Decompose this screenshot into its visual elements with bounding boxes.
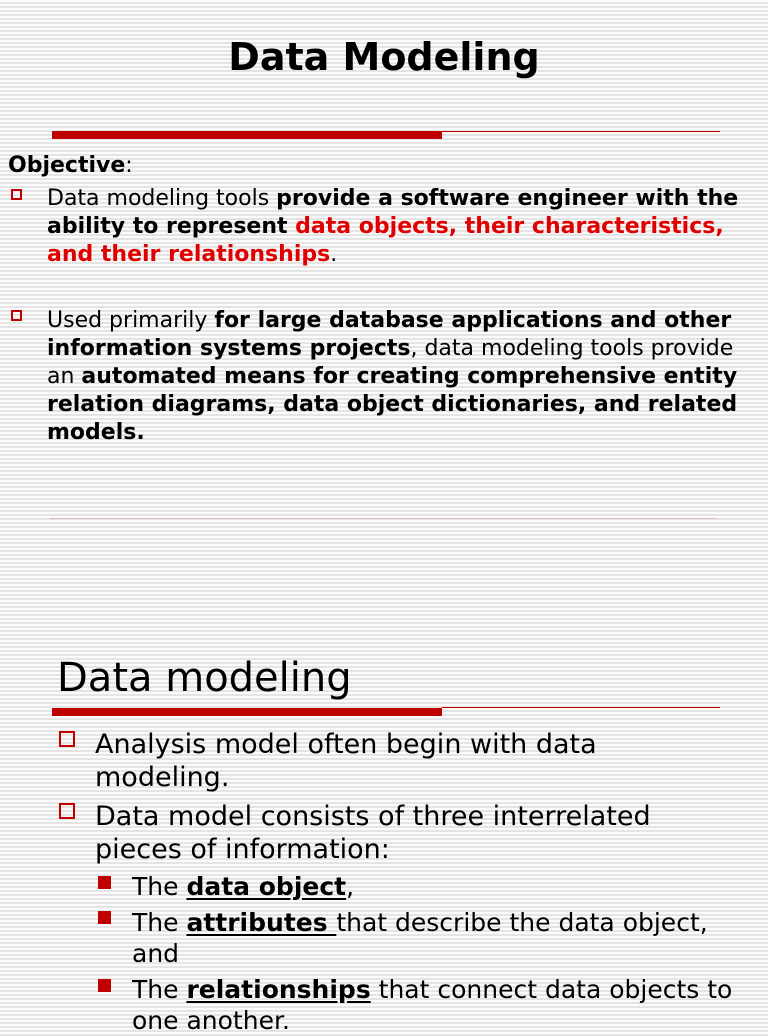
sub-bullet-text: that describe the data object, and [132, 908, 708, 968]
objective-colon: : [125, 153, 133, 178]
slide-divider [50, 518, 717, 519]
sub-bullet-item [132, 974, 742, 1036]
bullet-bold-text: for large database applications and other information systems projects [47, 308, 732, 361]
hollow-square-bullet-icon [59, 803, 75, 819]
bullet-text: , data modeling tools provide an [47, 336, 734, 389]
title-underline-rule [442, 131, 720, 132]
sub-bullet-text: The [132, 975, 187, 1004]
bullet-text: Used primarily [47, 308, 215, 333]
hollow-square-bullet-icon [11, 189, 22, 200]
sub-bullet-text: that connect data objects to one another. [132, 975, 733, 1035]
title-underline-rule [442, 707, 720, 708]
bullet-item [47, 185, 747, 269]
sub-bullet-term: data object [186, 872, 347, 901]
sub-bullet-text: The [132, 872, 187, 901]
sub-bullet-text: , [346, 872, 355, 901]
bullet-highlight-text: data objects, their characteristics, and their relationships [47, 214, 724, 267]
sub-bullet-term: relationships [186, 975, 371, 1004]
hollow-square-bullet-icon [11, 310, 22, 321]
hollow-square-bullet-icon [59, 731, 75, 747]
objective-heading [8, 152, 133, 180]
title-underline-bar [52, 131, 442, 139]
slide-title: Data Modeling [228, 35, 540, 79]
bullet-text: . [330, 242, 338, 267]
sub-bullet-text: The [132, 908, 187, 937]
filled-square-bullet-icon [98, 911, 111, 924]
filled-square-bullet-icon [98, 979, 111, 992]
sub-bullet-item [132, 871, 742, 902]
bullet-item [47, 307, 747, 447]
filled-square-bullet-icon [98, 876, 111, 889]
slide-title: Data modeling [57, 655, 352, 701]
bullet-item: Analysis model often begin with data modeling. [95, 729, 597, 793]
title-underline-bar [52, 708, 442, 716]
bullet-bold-text: provide a software engineer with the ability to represent [47, 186, 739, 239]
bullet-item: Data model consists of three interrelated pieces of information: [95, 801, 651, 865]
sub-bullet-item [132, 907, 742, 969]
sub-bullet-term: attributes [186, 908, 337, 937]
bullet-text: Data modeling tools [47, 186, 277, 211]
bullet-bold-text: automated means for creating comprehensive entity relation diagrams, data object dictionaries, and related models. [47, 364, 738, 445]
objective-label: Objective [8, 153, 126, 178]
